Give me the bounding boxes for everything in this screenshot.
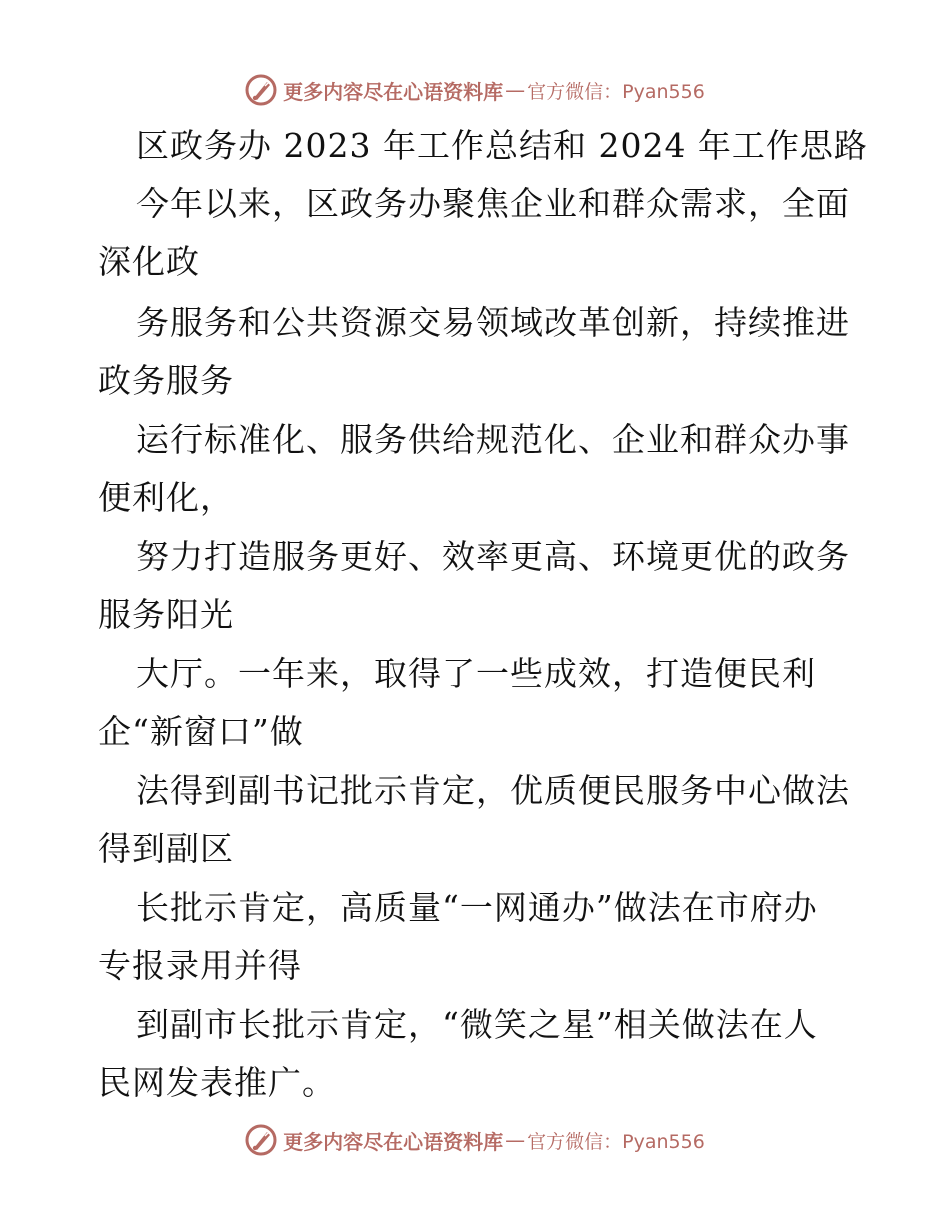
banner-separator: —	[505, 78, 526, 102]
paragraph-line: 运行标准化、服务供给规范化、企业和群众办事	[136, 420, 850, 459]
paragraph-line: 便利化，	[98, 478, 234, 517]
paragraph-line: 今年以来，区政务办聚焦企业和群众需求，全面	[136, 184, 850, 223]
footer-banner	[0, 1120, 950, 1160]
paragraph-line: 到副市长批示肯定，“微笑之星”相关做法在人	[136, 1005, 818, 1044]
banner-wechat: 官方微信：Pyan556	[527, 80, 705, 103]
header-banner	[0, 70, 950, 110]
paragraph-line: 政务服务	[98, 361, 234, 400]
banner-wechat: 官方微信：Pyan556	[527, 1130, 705, 1153]
paragraph-line: 服务阳光	[98, 595, 234, 634]
paragraph-line: 努力打造服务更好、效率更高、环境更优的政务	[136, 537, 850, 576]
banner-separator: —	[505, 1128, 526, 1152]
document-title: 区政务办 2023 年工作总结和 2024 年工作思路	[136, 126, 868, 165]
paragraph-line: 企“新窗口”做	[98, 712, 304, 751]
paragraph-line: 务服务和公共资源交易领域改革创新，持续推进	[136, 303, 850, 342]
paragraph-line: 得到副区	[98, 829, 234, 868]
paragraph-line: 民网发表推广。	[98, 1063, 336, 1102]
paragraph-line: 大厅。一年来，取得了一些成效，打造便民利	[136, 654, 816, 693]
quill-logo-icon	[245, 74, 277, 106]
paragraph-line: 深化政	[98, 242, 200, 281]
banner-title: 更多内容尽在心语资料库	[283, 1129, 504, 1154]
paragraph-line: 长批示肯定，高质量“一网通办”做法在市府办	[136, 888, 818, 927]
paragraph-line: 专报录用并得	[98, 946, 302, 985]
banner-title: 更多内容尽在心语资料库	[283, 79, 504, 104]
quill-logo-icon	[245, 1124, 277, 1156]
paragraph-line: 法得到副书记批示肯定，优质便民服务中心做法	[136, 771, 850, 810]
